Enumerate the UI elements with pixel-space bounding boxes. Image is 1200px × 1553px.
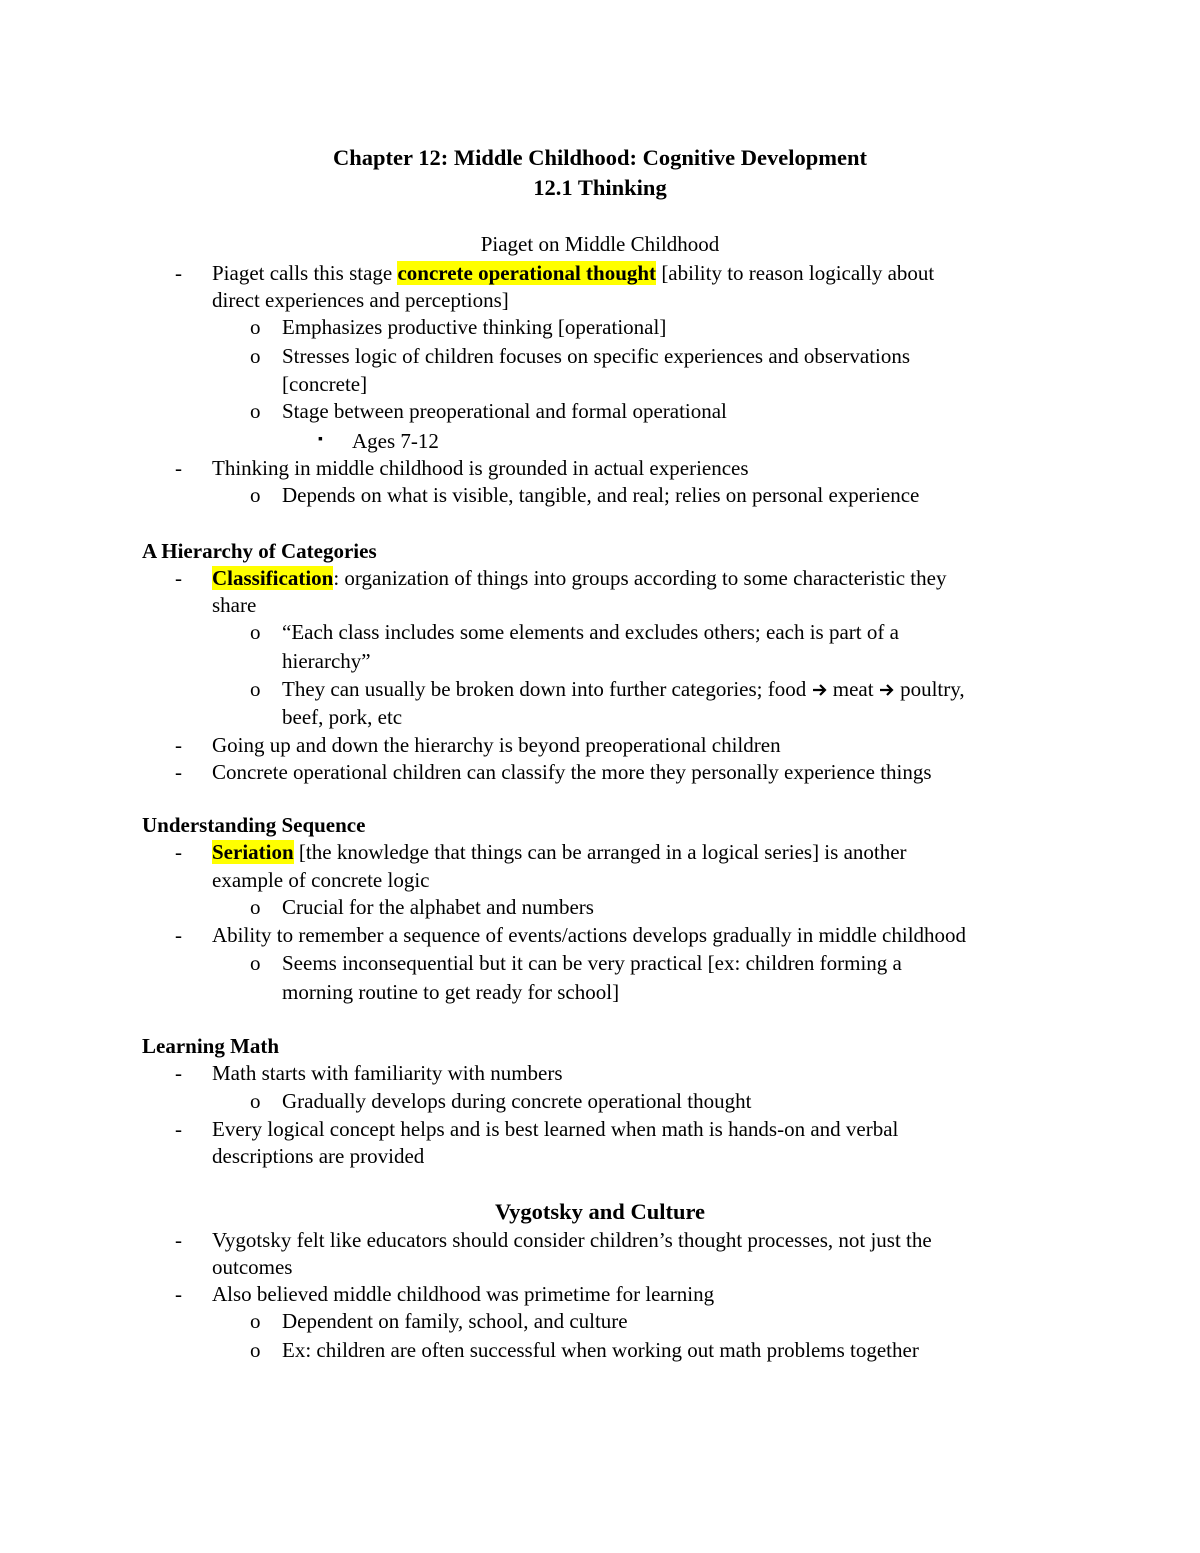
list-item: Every logical concept helps and is best learned when math is hands-on and verbal [212,1117,899,1141]
list-item: Also believed middle childhood was primetime for learning [212,1282,715,1306]
list-subsubitem: Ages 7-12 [352,429,439,453]
circle-bullet: o [250,895,261,919]
section-title: 12.1 Thinking [533,175,667,200]
list-item: Concrete operational children can classify the more they personally experience things [212,760,932,784]
circle-bullet: o [250,483,261,507]
list-item-continuation: direct experiences and perceptions] [212,288,509,312]
list-item: Math starts with familiarity with numbers [212,1061,563,1085]
dash-bullet: - [175,1282,182,1306]
highlighted-term: Seriation [212,840,294,864]
item-text: They can usually be broken down into further categories; food [282,677,812,701]
dash-bullet: - [175,456,182,480]
right-arrow-icon [812,682,828,698]
list-item-continuation: descriptions are provided [212,1144,425,1168]
list-subitem: Dependent on family, school, and culture [282,1309,628,1333]
list-subitem: Seems inconsequential but it can be very practical [ex: children forming a [282,951,902,975]
highlighted-term: concrete operational thought [397,261,657,285]
dash-bullet: - [175,923,182,947]
subheading-math: Learning Math [142,1034,280,1058]
subheading-sequence: Understanding Sequence [142,813,366,837]
dash-bullet: - [175,733,182,757]
dash-bullet: - [175,1228,182,1252]
item-text: : organization of things into groups according to some characteristic they [333,566,947,590]
list-subitem: Crucial for the alphabet and numbers [282,895,594,919]
item-text: [the knowledge that things can be arranged in a logical series] is another [293,840,907,864]
list-item-continuation: share [212,593,257,617]
subheading-piaget: Piaget on Middle Childhood [480,232,720,256]
list-item [212,568,946,589]
list-item-continuation: example of concrete logic [212,868,430,892]
list-subitem: “Each class includes some elements and excludes others; each is part of a [282,620,899,644]
list-item: Vygotsky felt like educators should consider children’s thought processes, not just the [212,1228,932,1252]
subheading-hierarchy: A Hierarchy of Categories [142,539,377,563]
list-subitem: Depends on what is visible, tangible, and real; relies on personal experience [282,483,920,507]
item-text: poultry, [894,677,965,701]
list-subitem-continuation: hierarchy” [282,649,371,673]
dash-bullet: - [175,261,182,285]
circle-bullet: o [250,620,261,644]
list-subitem-continuation: morning routine to get ready for school] [282,980,620,1004]
chapter-title: Chapter 12: Middle Childhood: Cognitive Development [333,145,867,170]
dash-bullet: - [175,840,182,864]
square-bullet: ▪ [318,432,323,447]
dash-bullet: - [175,566,182,590]
list-item-continuation: outcomes [212,1255,293,1279]
circle-bullet: o [250,1338,261,1362]
dash-bullet: - [175,760,182,784]
item-text: Piaget calls this stage [212,261,398,285]
list-item: Ability to remember a sequence of events/actions develops gradually in middle childhood [212,923,967,947]
list-item: Thinking in middle childhood is grounded in actual experiences [212,456,749,480]
dash-bullet: - [175,1061,182,1085]
circle-bullet: o [250,399,261,423]
item-text: meat [827,677,879,701]
list-subitem: Gradually develops during concrete operational thought [282,1089,752,1113]
subheading-vygotsky: Vygotsky and Culture [494,1199,706,1224]
list-subitem: Stage between preoperational and formal operational [282,399,727,423]
list-subitem: Ex: children are often successful when working out math problems together [282,1338,919,1362]
list-item: Going up and down the hierarchy is beyond preoperational children [212,733,781,757]
list-subitem: Stresses logic of children focuses on specific experiences and observations [282,344,911,368]
right-arrow-icon [879,682,895,698]
circle-bullet: o [250,344,261,368]
list-subitem: Emphasizes productive thinking [operational] [282,315,667,339]
list-subitem-continuation: [concrete] [282,372,368,396]
circle-bullet: o [250,1309,261,1333]
highlighted-term: Classification [212,566,334,590]
item-text: [ability to reason logically about [656,261,935,285]
list-item [212,263,934,284]
list-item [212,842,907,863]
circle-bullet: o [250,951,261,975]
circle-bullet: o [250,1089,261,1113]
circle-bullet: o [250,677,261,701]
list-subitem [282,679,965,700]
circle-bullet: o [250,315,261,339]
dash-bullet: - [175,1117,182,1141]
list-subitem-continuation: beef, pork, etc [282,705,403,729]
